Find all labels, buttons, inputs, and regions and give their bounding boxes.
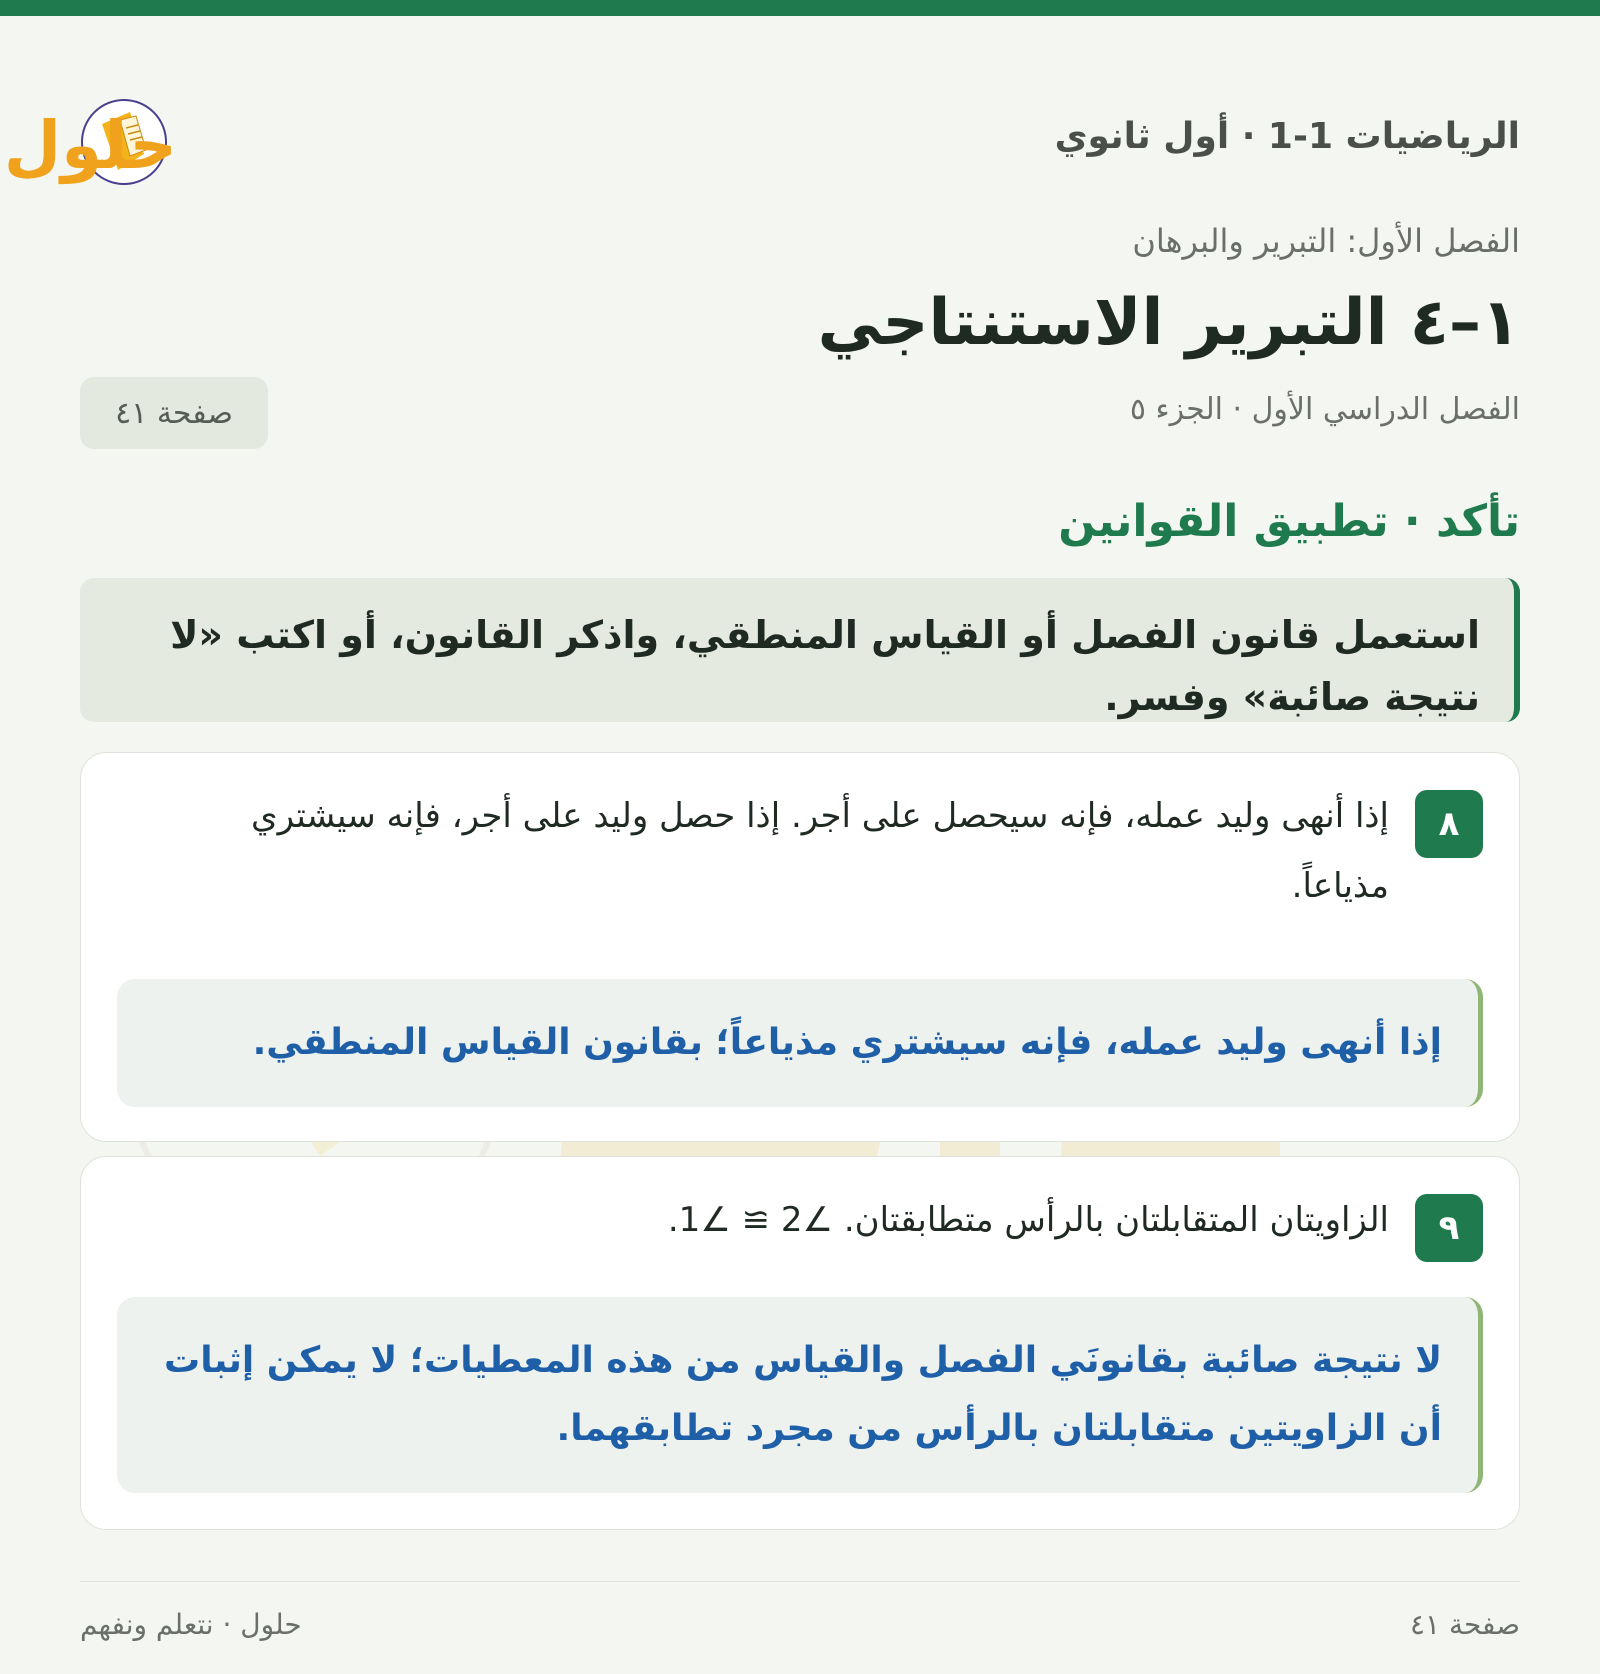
instruction-box: استعمل قانون الفصل أو القياس المنطقي، واذكر القانون، أو اكتب «لا نتيجة صائبة» وفسر. — [80, 578, 1520, 722]
subject-title: الرياضيات 1-1 · أول ثانوي — [1054, 116, 1520, 157]
question-number: ٨ — [1415, 790, 1483, 858]
top-accent-bar — [0, 0, 1600, 16]
term-label: الفصل الدراسي الأول · الجزء ٥ — [1129, 392, 1520, 427]
question-card — [80, 752, 1520, 1142]
lesson-title: ١–٤ التبرير الاستنتاجي — [817, 286, 1520, 360]
footer-brand: حلول · نتعلم ونفهم — [80, 1608, 302, 1641]
page — [0, 16, 1600, 1674]
chapter-label: الفصل الأول: التبرير والبرهان — [1132, 222, 1520, 260]
section-heading: تأكد · تطبيق القوانين — [1058, 496, 1520, 547]
question-number: ٩ — [1415, 1194, 1483, 1262]
answer-box: إذا أنهى وليد عمله، فإنه سيشتري مذياعاً؛ بقانون القياس المنطقي. — [117, 979, 1483, 1107]
header — [3, 84, 1520, 194]
question-text: إذا أنهى وليد عمله، فإنه سيحصل على أجر. إذا حصل وليد على أجر، فإنه سيشتري مذياعاً. — [251, 796, 1389, 906]
footer-divider — [80, 1581, 1520, 1582]
logo-text: حلول — [3, 107, 177, 184]
question-card — [80, 1156, 1520, 1530]
page-badge: صفحة ٤١ — [80, 377, 268, 449]
hulul-logo[interactable] — [3, 84, 360, 194]
footer-page-number: صفحة ٤١ — [1409, 1608, 1520, 1641]
question-text: الزاويتان المتقابلتان بالرأس متطابقتان. ∠2 ≅ ∠1. — [667, 1200, 1389, 1240]
answer-box: لا نتيجة صائبة بقانونَي الفصل والقياس من هذه المعطيات؛ لا يمكن إثبات أن الزاويتين متقابلتان بالرأس من مجرد تطابقهما. — [117, 1297, 1483, 1493]
